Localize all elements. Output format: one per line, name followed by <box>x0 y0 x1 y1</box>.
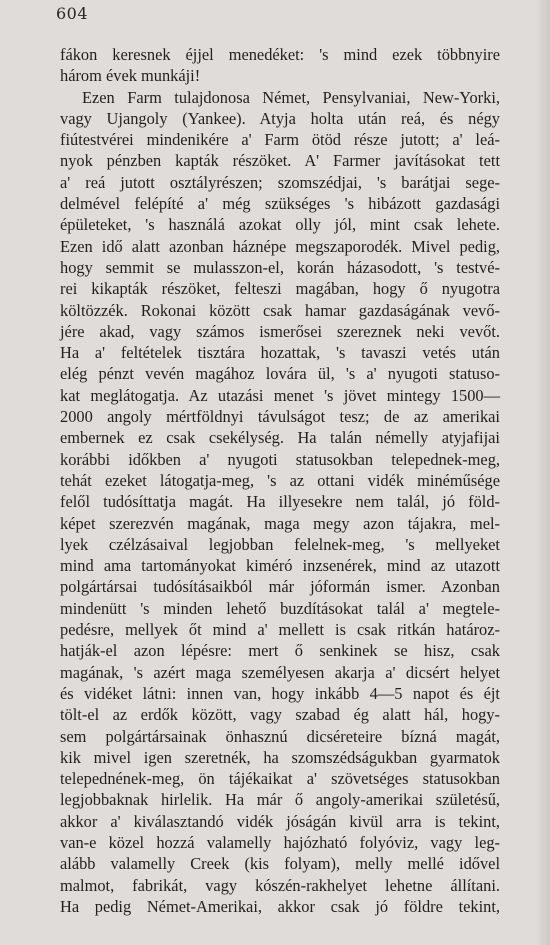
text-line: rei kikapták részöket, felteszi magában, hogy ő nyugotra <box>60 279 500 299</box>
text-line: felől tudósíttatja magát. Ha illyesekre nem talál, jó föld- <box>60 492 500 512</box>
text-line: sem polgártársainak önhasznú dicséreteire bízná magát, <box>60 726 500 746</box>
text-line: tehát ezeket látogatja-meg, 's az ottani vidék minéműsége <box>60 470 500 490</box>
body-text <box>60 44 500 917</box>
text-line: és vidéket látni: innen van, hogy inkább 4—5 napot és éjt <box>60 683 500 703</box>
text-line: polgártársai tudósításaikból már jóformán ismer. Azonban <box>60 577 500 597</box>
text-line: malmot, fabrikát, vagy kószén-rakhelyet lehetne állítani. <box>60 875 500 895</box>
text-line: kat meglátogatja. Az utazási menet 's jövet mintegy 1500— <box>60 385 500 405</box>
text-line: a' reá jutott osztályrészen; szomszédjai, 's barátjai sege- <box>60 172 500 192</box>
text-line: mindenütt 's minden lehető buzdításokat talál a' megtele- <box>60 598 500 618</box>
text-line: pedésre, mellyek őt mind a' mellett is csak ritkán határoz- <box>60 620 500 640</box>
text-line: kik mivel igen szeretnék, ha szomszédságukban gyarmatok <box>60 747 500 767</box>
text-line: fákon keresnek éjjel menedéket: 's mind ezek többnyire <box>60 45 500 64</box>
text-line: hatják-el azon lépésre: mert ő senkinek se hisz, csak <box>60 641 500 661</box>
text-line: vagy Ujangoly (Yankee). Atyja holta után reá, és négy <box>60 108 500 128</box>
text-line: Ha pedig Német-Amerikai, akkor csak jó földre tekint, <box>60 896 500 916</box>
text-line: telepednének-meg, ön tájékaikat a' szövetséges statusokban <box>60 769 500 789</box>
text-line: alább valamelly Creek (kis folyam), melly mellé idővel <box>60 854 500 874</box>
text-line: nyok pénzben kapták részöket. A' Farmer javításokat tett <box>60 151 500 171</box>
text-line: jére akad, vagy számos ismerősei szereznek neki vevőt. <box>60 321 500 341</box>
text-line: mind ama tartományokat kiméró inzsenérek, mind az utazott <box>60 556 500 576</box>
text-line: embernek ez csak csekélység. Ha talán némelly atyjafijai <box>60 428 500 448</box>
text-line: képet szerezvén magának, maga megy azon tájakra, mel- <box>60 513 500 533</box>
text-line: delmével felépíté a' még szükséges 's hibázott gazdasági <box>60 194 500 214</box>
text-line: legjobbaknak hirlelik. Ha már ő angoly-amerikai születésű, <box>60 790 500 810</box>
text-line: lyek czélzásaival legjobban felelnek-meg, 's mellyeket <box>60 534 500 554</box>
page-edge-shadow <box>536 0 550 945</box>
text-line: hogy semmit se mulasszon-el, korán házasodott, 's testvé- <box>60 257 500 277</box>
text-line: Ezen Farm tulajdonosa Német, Pensylvaniai, New-Yorki, <box>82 87 500 107</box>
text-line: Ezen idő alatt azonban háznépe megszaporodék. Mivel pedig, <box>60 236 500 256</box>
text-line: épületeket, 's használá azokat olly jól, mint csak lehete. <box>60 215 500 235</box>
text-line: Ha a' feltételek tisztára hozattak, 's tavaszi vetés után <box>60 343 500 363</box>
text-line: magának, 's azért maga személyesen akarja a' dicsért helyet <box>60 662 500 682</box>
text-line: 2000 angoly mértföldnyi távulságot tesz; de az amerikai <box>60 407 500 427</box>
text-line: három évek munkáji! <box>60 66 201 86</box>
text-line: korábbi időkben a' nyugoti statusokban telepednek-meg, <box>60 449 500 469</box>
page-number: 604 <box>56 4 89 23</box>
text-line: költözzék. Rokonai között csak hamar gazdaságának vevő- <box>60 300 500 320</box>
text-line: van-e közel hozzá valamelly hajózható folyóviz, vagy leg- <box>60 832 500 852</box>
text-line: elég pénzt vevén magához lovára ül, 's a' nyugoti statuso- <box>60 364 500 384</box>
text-line: tölt-el az erdők között, vagy szabad ég alatt hál, hogy- <box>60 705 500 725</box>
text-line: fiútestvérei mindenikére a' Farm ötöd része jutott; a' leá- <box>60 130 500 150</box>
text-line: akkor a' kiválasztandó vidék jóságán kivül arra is tekint, <box>60 811 500 831</box>
